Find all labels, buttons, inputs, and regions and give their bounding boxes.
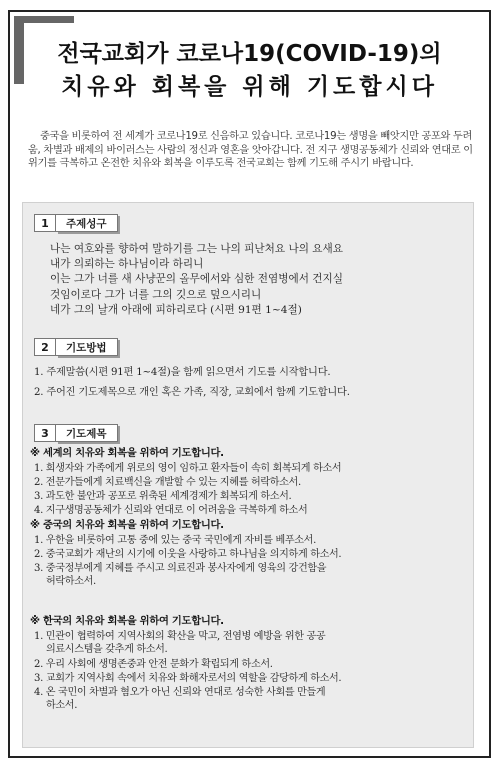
list-item: 4. 지구생명공동체가 신뢰와 연대로 이 어려움을 극복하게 하소서 — [34, 505, 308, 516]
section-2-number: 2 — [34, 338, 56, 356]
section-1-header — [34, 214, 118, 232]
list-item — [34, 562, 474, 588]
section-1-label: 주제성구 — [56, 214, 118, 232]
theme-verse — [50, 242, 470, 318]
intro-paragraph: 중국을 비롯하여 전 세계가 코로나19로 신음하고 있습니다. 코로나19는 생명을 빼앗지만 공포와 두려움, 차별과 배제의 바이러스는 사람의 정신과 영혼을 앗아갑니다. 전 지구 생명공동체가 신뢰와 연대로 이 위기를 극복하고 온전한 치유와 회복을 이루도록 전국교회는 함께 기도해 주시기 바랍니다. — [28, 131, 473, 169]
section-1-number: 1 — [34, 214, 56, 232]
list-item-text: 4. 온 국민이 차별과 혐오가 아닌 신뢰와 연대로 성숙한 사회를 만들게 — [34, 687, 326, 698]
verse-line: 나는 여호와를 향하여 말하기를 그는 나의 피난처요 나의 요새요 — [50, 243, 344, 255]
list-item-continuation: 하소서. — [46, 700, 78, 711]
method-item: 2. 주어진 기도제목으로 개인 혹은 가족, 직장, 교회에서 함께 기도합니다. — [34, 387, 350, 398]
list-item: 1. 희생자와 가족에게 위로의 영이 임하고 환자들이 속히 회복되게 하소서 — [34, 463, 342, 474]
list-item-continuation: 의료시스템을 갖추게 하소서. — [46, 644, 168, 655]
list-item — [34, 630, 474, 656]
section-2-header — [34, 338, 118, 356]
list-item: 2. 우리 사회에 생명존중과 안전 문화가 확립되게 하소서. — [34, 659, 273, 670]
section-3-label: 기도제목 — [56, 424, 118, 442]
list-item-text: 1. 민관이 협력하여 지역사회의 확산을 막고, 전염병 예방을 위한 공공 — [34, 631, 326, 642]
world-prayer-title: ※ 세계의 치유와 회복을 위하여 기도합니다. — [30, 447, 224, 459]
verse-line: 내가 의뢰하는 하나님이라 하리니 — [50, 258, 204, 271]
title-line-1: 전국교회가 코로나19(COVID-19)의 — [57, 41, 442, 67]
list-item: 2. 중국교회가 재난의 시기에 이웃을 사랑하고 하나님을 의지하게 하소서. — [34, 549, 342, 560]
verse-line: 네가 그의 날개 아래에 피하리로다 (시편 91편 1~4절) — [50, 303, 302, 316]
verse-line: 이는 그가 너를 새 사냥꾼의 올무에서와 심한 전염병에서 건지실 — [50, 273, 344, 286]
list-item: 3. 교회가 지역사회 속에서 치유와 화해자로서의 역할을 감당하게 하소서. — [34, 673, 342, 684]
title-line-2: 치유와 회복을 위해 기도합시다 — [61, 74, 438, 100]
list-item — [34, 686, 474, 712]
section-3-header — [34, 424, 118, 442]
page-title — [0, 38, 499, 104]
list-item: 3. 과도한 불안과 공포로 위축된 세계경제가 회복되게 하소서. — [34, 491, 292, 502]
china-prayer-title: ※ 중국의 치유와 회복을 위하여 기도합니다. — [30, 519, 224, 531]
section-3-number: 3 — [34, 424, 56, 442]
corner-accent-top — [14, 16, 74, 23]
korea-prayer-title: ※ 한국의 치유와 회복을 위하여 기도합니다. — [30, 615, 224, 627]
list-item-text: 3. 중국정부에게 지혜를 주시고 의료진과 봉사자에게 영육의 강건함을 — [34, 563, 327, 574]
list-item: 1. 우한을 비롯하여 고통 중에 있는 중국 국민에게 자비를 베푸소서. — [34, 535, 316, 546]
list-item-continuation: 허락하소서. — [46, 576, 96, 587]
method-item: 1. 주제말씀(시편 91편 1~4절)을 함께 읽으면서 기도를 시작합니다. — [34, 367, 331, 378]
section-2-label: 기도방법 — [56, 338, 118, 356]
list-item: 2. 전문가들에게 치료백신을 개발할 수 있는 지혜를 허락하소서. — [34, 477, 301, 488]
verse-line: 것임이로다 그가 너를 그의 깃으로 덮으시리니 — [50, 288, 262, 301]
